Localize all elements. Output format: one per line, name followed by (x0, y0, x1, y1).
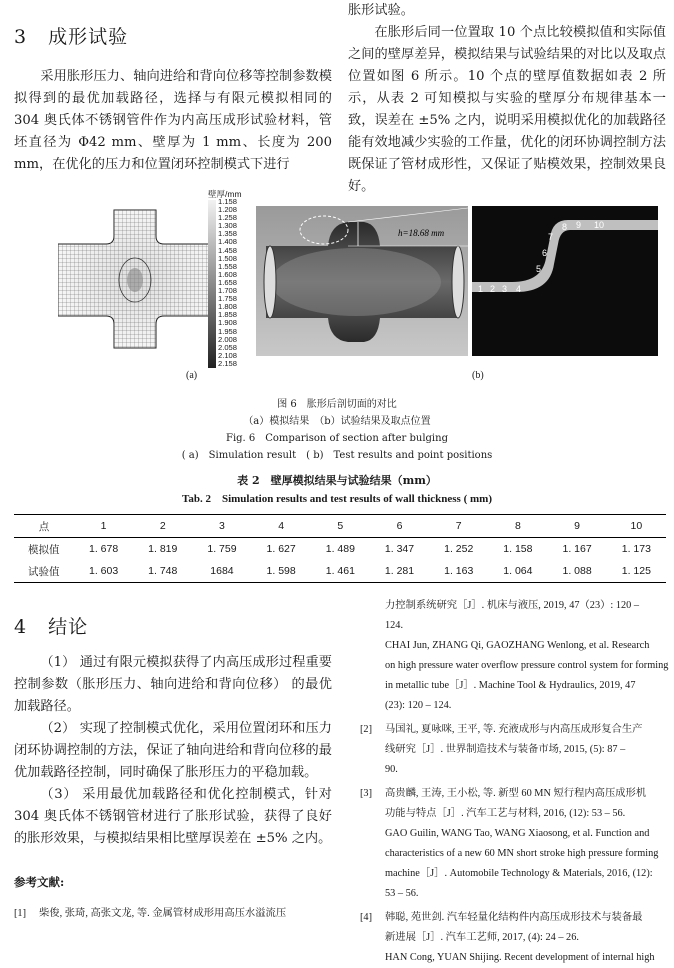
reference-line: 力控制系统研究［J］. 机床与液压, 2019, 47（23）: 120 – (385, 600, 639, 611)
point-label: 8 (562, 222, 568, 232)
reference-line: CHAI Jun, ZHANG Qi, GAOZHANG Wenlong, et al. Research (385, 640, 650, 651)
reference-line: 90. (385, 764, 398, 775)
colorbar-label: 1.208 (218, 205, 238, 215)
section-3-heading (14, 22, 128, 49)
colorbar-label: 1.658 (218, 277, 238, 287)
colorbar-label: 1.458 (218, 245, 238, 255)
colorbar-label: 2.058 (218, 342, 238, 352)
reference-line: in metallic tube［J］. Machine Tool & Hydraulics, 2019, 47 (385, 680, 636, 691)
reference-line: 新进展［J］. 汽车工艺师, 2017, (4): 24 – 26. (385, 932, 579, 943)
references-right-column (360, 596, 670, 968)
reference-1-start (14, 904, 334, 924)
colorbar-label: 1.908 (218, 318, 238, 328)
label-a: (a) (186, 370, 198, 381)
reference-line: 124. (385, 620, 404, 631)
table-header-cell: 5 (311, 515, 370, 538)
table-cell: 1. 163 (429, 560, 488, 583)
colorbar-label: 1.408 (218, 237, 238, 247)
table-header-cell: 4 (252, 515, 311, 538)
table-cell: 1. 158 (503, 543, 533, 555)
table-cell: 1. 064 (488, 560, 547, 583)
table-title-cn: 表 2 壁厚模拟结果与试验结果（mm） (237, 474, 437, 487)
table-header-cell: 7 (429, 515, 488, 538)
point-label: 1 (478, 284, 484, 294)
colorbar-label: 1.308 (218, 221, 238, 231)
table-cell: 1. 489 (325, 543, 355, 555)
section-3-left-paragraph (14, 66, 332, 176)
table-cell: 1684 (192, 560, 251, 583)
table-cell: 1. 598 (252, 560, 311, 583)
conclusions-list (14, 652, 332, 850)
point-label: 4 (516, 284, 522, 294)
colorbar-label: 1.758 (218, 294, 238, 304)
point-label: 5 (536, 264, 542, 274)
reference-line: characteristics of a new 60 MN short stroke high pressure forming (385, 848, 659, 859)
table-header-cell: 8 (488, 515, 547, 538)
table-cell: 1. 819 (148, 543, 178, 555)
point-label: 3 (502, 284, 508, 294)
table-title-en: Tab. 2 Simulation results and test results of wall thickness ( mm) (182, 493, 492, 505)
height-annotation: h=18.68 mm (398, 228, 445, 238)
conclusion-item: （1） 通过有限元模拟获得了内高压成形过程重要控制参数（胀形压力、轴向进给和背向位移） 的最优加载路径。 (14, 655, 332, 714)
section-title: 成形试验 (48, 26, 129, 48)
section-number: 3 (14, 26, 28, 48)
reference-line: 马国礼, 夏咏咪, 王平, 等. 充液成形与内高压成形复合生产 (385, 724, 643, 735)
reference-line: HAN Cong, YUAN Shijing. Recent development of internal high (385, 952, 655, 963)
colorbar-label: 1.558 (218, 261, 238, 271)
reference-number: [2] (360, 724, 373, 735)
colorbar-label: 1.608 (218, 269, 238, 279)
colorbar-label: 1.358 (218, 229, 238, 239)
figure-6 (58, 189, 658, 392)
reference-line: machine［J］. Automobile Technology & Materials, 2016, (12): (385, 868, 653, 879)
table-cell: 1. 125 (607, 560, 666, 583)
table-cell: 1. 748 (133, 560, 192, 583)
reference-2 (360, 720, 670, 780)
reference-line: 线研究［J］. 世界制造技术与装备市场, 2015, (5): 87 – (385, 744, 626, 755)
caption-cn: 图 6 胀形后剖切面的对比 (277, 399, 397, 410)
table-cell: 1. 167 (562, 543, 592, 555)
colorbar-label: 1.858 (218, 310, 238, 320)
label-b: (b) (472, 370, 484, 381)
section-number: 4 (14, 616, 28, 638)
point-label: 6 (542, 248, 548, 258)
caption-sub-en: ( a) Simulation result ( b) Test results and point positions (181, 450, 493, 461)
point-label: 9 (576, 220, 582, 230)
colorbar-label: 2.008 (218, 334, 238, 344)
conclusion-item: （2） 实现了控制模式优化，采用位置闭环和压力闭环协调控制的方法，保证了轴向进给和背向位移的最优加载路径控制，同时确保了胀形压力的平稳加载。 (14, 721, 332, 780)
table-header-cell: 3 (192, 515, 251, 538)
figure-6-caption (0, 396, 674, 464)
colorbar-label: 1.508 (218, 253, 238, 263)
table-2 (14, 514, 666, 583)
table-row (14, 560, 666, 583)
point-label: 7 (548, 232, 554, 242)
table-cell: 1. 173 (621, 543, 651, 555)
reference-text: 柴俊, 张琦, 高张文龙, 等. 金属管材成形用高压水溢流压 (39, 908, 287, 919)
reference-line: 功能与特点［J］. 汽车工艺与材料, 2016, (12): 53 – 56. (385, 808, 626, 819)
table-header-cell: 1 (74, 515, 133, 538)
reference-line: on high pressure water overflow pressure control system for forming (385, 660, 669, 671)
table-cell: 1. 678 (88, 543, 119, 555)
table-cell: 1. 281 (370, 560, 429, 583)
point-label: 2 (490, 284, 496, 294)
table-cell: 1. 347 (384, 543, 415, 555)
table-header-cell: 9 (548, 515, 607, 538)
reference-4 (360, 908, 670, 968)
table-row-label: 模拟值 (28, 543, 60, 556)
table-header-cell: 2 (133, 515, 192, 538)
reference-line: (23): 120 – 124. (385, 700, 452, 711)
colorbar-label: 1.958 (218, 326, 238, 336)
colorbar-label: 1.808 (218, 302, 238, 312)
conclusion-item: （3） 采用最优加载路径和优化控制模式，针对 304 奥氏体不锈钢管材进行了胀形试验，获得了良好的胀形效果，与模拟结果相比壁厚误差在 ±5% 之内。 (14, 787, 332, 846)
paragraph-text: 在胀形后同一位置取 10 个点比较模拟值和实际值之间的壁厚差异，模拟结果与试验结果的对比以及取点位置如图 6 所示。10 个点的壁厚值数据如表 2 所示，从表 2 可知模拟与实验的壁厚分布规律基本一致，误差在 ±5% 之内，说明采用模拟优化的加载路径能有效地减少实验的工作量，优化的闭环协调控制方法既保证了管材成形性，又保证了贴模效果，控制效果良好。 (348, 25, 666, 194)
section-title: 结论 (48, 616, 89, 638)
colorbar-label: 1.708 (218, 286, 238, 296)
caption-en: Fig. 6 Comparison of section after bulging (226, 433, 448, 444)
table-header-row (14, 515, 666, 538)
colorbar (208, 200, 216, 368)
table-cell: 1. 461 (311, 560, 370, 583)
reference-line: 韩聪, 苑世剑. 汽车轻量化结构件内高压成形技术与装备最 (385, 912, 643, 923)
table-header-cell: 点 (14, 515, 74, 538)
section-3-right-text (348, 0, 666, 198)
table-2-titles (0, 472, 674, 508)
simulation-mesh-image (58, 206, 213, 351)
colorbar-title: 壁厚/mm (208, 189, 242, 199)
reference-number: [1] (14, 908, 27, 919)
reference-1-continued (360, 596, 670, 716)
colorbar-label: 1.258 (218, 213, 238, 223)
colorbar-labels (218, 198, 237, 368)
reference-line: 53 – 56. (385, 888, 419, 899)
table-cell: 1. 603 (74, 560, 133, 583)
reference-number: [4] (360, 912, 373, 923)
reference-line: GAO Guilin, WANG Tao, WANG Xiaosong, et al. Function and (385, 828, 650, 839)
table-cell: 1. 627 (266, 543, 296, 555)
caption-sub-cn: （a）模拟结果 （b）试验结果及取点位置 (243, 416, 431, 427)
table-row-label: 试验值 (14, 560, 74, 583)
reference-number: [3] (360, 788, 373, 799)
table-cell: 1. 252 (444, 543, 474, 555)
table-cell: 1. 088 (548, 560, 607, 583)
section-4-heading (14, 612, 88, 639)
continued-line: 胀形试验。 (348, 3, 414, 18)
table-header-cell: 6 (370, 515, 429, 538)
reference-line: 高贵麟, 王涛, 王小松, 等. 新型 60 MN 短行程内高压成形机 (385, 788, 647, 799)
references-title: 参考文献: (14, 875, 65, 889)
paragraph-text: 采用胀形压力、轴向进给和背向位移等控制参数模拟得到的最优加载路径，选择与有限元模拟相同的 304 奥氏体不锈钢管件作为内高压成形试验材料，管坯直径为 Φ42 mm、壁厚为 1 mm、长度为 200 mm，在优化的压力和位置闭环控制模式下进行 (14, 69, 332, 172)
table-header-cell: 10 (607, 515, 666, 538)
point-label: 10 (594, 220, 605, 230)
table-row (14, 538, 666, 561)
table-cell: 1. 759 (207, 543, 237, 555)
colorbar-label: 2.158 (218, 358, 238, 368)
reference-3 (360, 784, 670, 904)
colorbar-label: 1.158 (218, 197, 238, 206)
colorbar-label: 2.108 (218, 350, 238, 360)
